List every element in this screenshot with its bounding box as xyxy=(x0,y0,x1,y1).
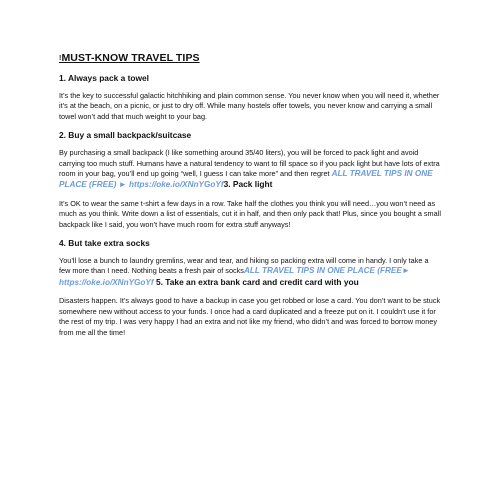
section-5-heading: 5. Take an extra bank card and credit card with you xyxy=(153,276,359,287)
promo-link-1[interactable]: ALL TRAVEL TIPS IN ONE PLACE (FREE) ► https://oke.io/XNnYGoYf xyxy=(59,169,433,190)
section-2-heading: 2. Buy a small backpack/suitcase xyxy=(59,130,192,141)
section-4-text: You’ll lose a bunch to laundry gremlins, wear and tear, and hiking so packing extra will come in handy. I only take a few more than I need. Nothing beats a fresh pair of socks xyxy=(59,256,429,276)
section-2-text: By purchasing a small backpack (I like something around 35/40 liters), you will be forced to pack light and avoid carrying too much stuff. Humans have a natural tendency to want to fill space so if you pack light but have lots of extra room in your bag, you’ll end up going “well, I guess I can take more” and then regret xyxy=(59,148,440,179)
section-3-body: It’s OK to wear the same t-shirt a few days in a row. Take half the clothes you think you will need…you won’t need as much as you think. Write down a list of essentials, cut it in half, and then only pack that! Plus, since you bought a small backpack like I said, you won’t have much room for extra stuff anyways! xyxy=(59,198,441,229)
section-3-heading: 3. Pack light xyxy=(223,179,273,190)
page-title-text: MUST-KNOW TRAVEL TIPS xyxy=(61,52,200,64)
section-1-heading: 1. Always pack a towel xyxy=(59,73,149,83)
promo-link-2[interactable]: ALL TRAVEL TIPS IN ONE PLACE (FREE► https://oke.io/XNnYGoYf xyxy=(59,266,410,287)
title-marker: ! xyxy=(59,55,62,62)
section-4-heading: 4. But take extra socks xyxy=(59,238,150,249)
section-1-body: It’s the key to successful galactic hitchhiking and plain common sense. You never know when you will need it, whether it’s at the beach, on a picnic, or just to dry off. While many hostels offer towels, you never know and carrying a small towel won’t add that much weight to your bag. xyxy=(59,91,440,121)
section-2-body xyxy=(59,148,441,191)
section-5-body: Disasters happen. It’s always good to have a backup in case you get robbed or lose a card. You don’t want to be stuck somewhere new without access to your funds. I once had a card duplicated and a freeze put on it. I couldn’t use it for the rest of my trip. I was very happy I had an extra and not like my friend, who didn’t and was forced to borrow money from me all the time! xyxy=(59,296,441,337)
section-4-body xyxy=(59,256,441,288)
page-title xyxy=(59,52,441,64)
